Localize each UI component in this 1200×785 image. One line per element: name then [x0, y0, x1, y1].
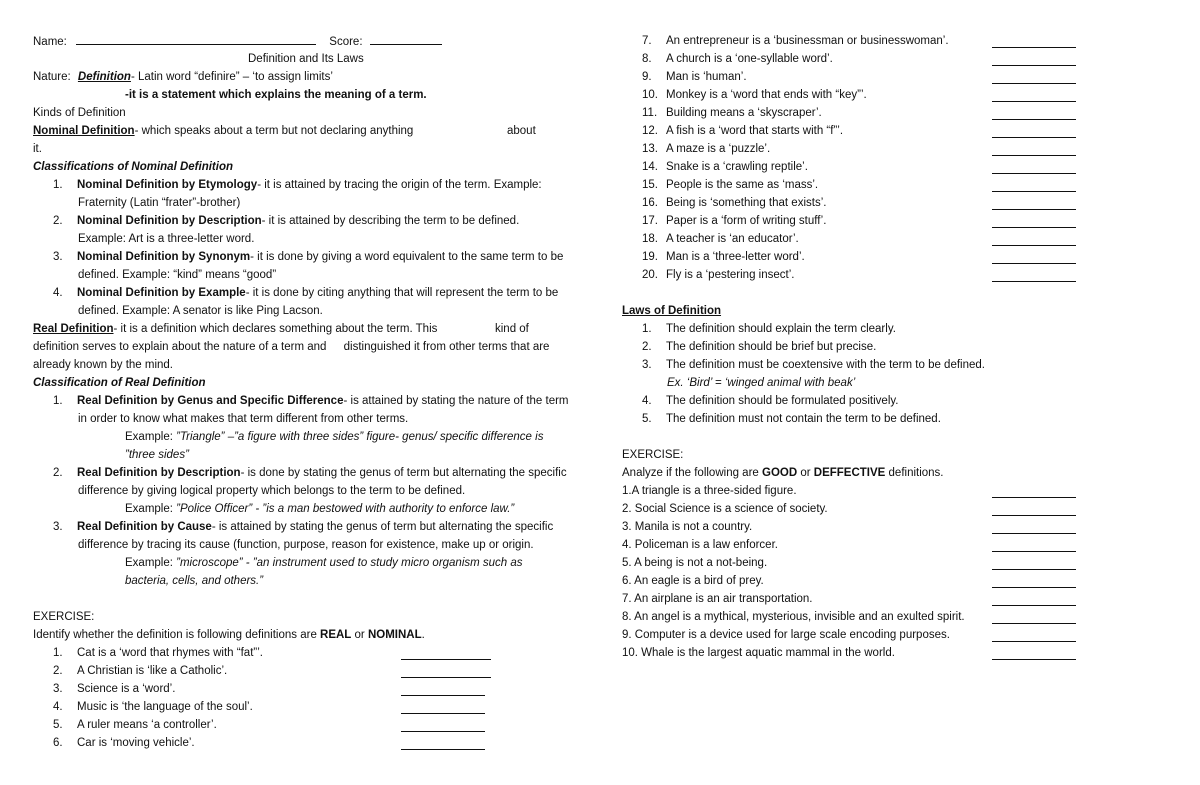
right-column — [622, 32, 1082, 662]
list-item: 5. A ruler means ‘a controller’. — [33, 716, 581, 734]
answer-blank[interactable] — [401, 701, 485, 714]
list-item: 1. Real Definition by Genus and Specific Difference- is attained by stating the nature of the term — [53, 395, 569, 407]
answer-blank[interactable] — [992, 539, 1076, 552]
list-item: 4. Music is ‘the language of the soul’. — [33, 698, 581, 716]
answer-blank[interactable] — [401, 683, 485, 696]
answer-blank[interactable] — [992, 125, 1076, 138]
list-item: 9. Computer is a device used for large scale encoding purposes. — [622, 626, 1082, 644]
list-item: 1. The definition should explain the term clearly. — [642, 323, 896, 335]
exercise2-title: EXERCISE: — [622, 449, 684, 461]
answer-blank[interactable] — [401, 665, 491, 678]
name-blank[interactable] — [76, 32, 316, 45]
list-item: 5. The definition must not contain the term to be defined. — [642, 413, 941, 425]
list-item: 6. An eagle is a bird of prey. — [622, 572, 1082, 590]
answer-blank[interactable] — [992, 269, 1076, 282]
kinds-heading: Kinds of Definition — [33, 107, 126, 119]
list-item: 7. An airplane is an air transportation. — [622, 590, 1082, 608]
laws-heading: Laws of Definition — [622, 305, 722, 317]
score-blank[interactable] — [370, 32, 442, 45]
name-label: Name: — [33, 36, 67, 48]
list-item: 1.A triangle is a three-sided figure. — [622, 482, 1082, 500]
answer-blank[interactable] — [992, 215, 1076, 228]
exercise-title: EXERCISE: — [33, 611, 95, 623]
answer-blank[interactable] — [401, 737, 485, 750]
list-item: 10. Monkey is a ‘word that ends with “key”’. — [622, 86, 1082, 104]
list-item: 1. Nominal Definition by Etymology- it is attained by tracing the origin of the term. Example: — [53, 179, 542, 191]
list-item: 2. A Christian is ‘like a Catholic’. — [33, 662, 581, 680]
list-item: 6. Car is ‘moving vehicle’. — [33, 734, 581, 752]
answer-blank[interactable] — [401, 647, 491, 660]
class-real-heading: Classification of Real Definition — [33, 377, 206, 389]
answer-blank[interactable] — [992, 485, 1076, 498]
list-item: 8. A church is a ‘one-syllable word’. — [622, 50, 1082, 68]
list-item: 15. People is the same as ‘mass’. — [622, 176, 1082, 194]
real-list: 1. Real Definition by Genus and Specific Difference- is attained by stating the nature of the term in order to know what makes that term different from other terms. Example: ”Triangle” –”a figure with three sides” figure- genus/ specific difference is ”three sides” 2. Real Definition by Description- is done by stating the genus of term but alternating the specific difference by giving logical property which belongs to the term to be defined. Example: ”Police Officer” - ”is a man bestowed with authority to enforce law.” 3. Real Definition by Cause- is attained by stating the genus of term but alternating the specific difference by tracing its cause (function, purpose, reason for existence, make up or origin. Example: ”microscope” - ”an instrument used to study micro organism such as bacteria, cells, and others.” — [33, 392, 581, 590]
list-item: 2. Nominal Definition by Description- it is attained by describing the term to be defined. — [53, 215, 520, 227]
answer-blank[interactable] — [992, 647, 1076, 660]
left-column: Name: Score: Definition and Its Laws Nature: Definition- Latin word “definire” – ‘to assign limits’ -it is a statement which explains the meaning of a term. Kinds of Definition Nominal Definition- which speaks about a term but not declaring anything about it. Classifications of Nominal Definition 1. Nominal Definition by Etymology- it is attained by tracing the origin of the term. Example: Fraternity (Latin “frater”-brother) 2. Nominal Definition by Description- it is attained by describing the term to be defined. Example: Art is a three-letter word. 3. Nominal Definition by Synonym- it is done by giving a word equivalent to the same term to be defined. Example: “kind” means “good” 4. Nominal Definition by Example- it is done by citing anything that will represent the term to be defined. Example: A senator is like Ping Lacson. Real Definition- it is a definition which declares something about the term. This kind of definition serves to explain about the nature of a term and distinguished it from other terms that are already known by the mind. Classification of Real Definition 1. Real Definition by Genus and Specific Difference- is attained by stating the nature of the term in order to know what makes that term different from other terms. Example: ”Triangle” –”a figure with three sides” figure- genus/ specific difference is ”three sides” 2. Real Definition by Description- is done by stating the genus of term but alternating the specific difference by giving logical property which belongs to the term to be defined. Example: ”Police Officer” - ”is a man bestowed with authority to enforce law.” 3. Real Definition by Cause- is attained by stating the genus of term but alternating the specific difference by tracing its cause (function, purpose, reason for existence, make up or origin. Example: ”microscope” - ”an instrument used to study micro organism such as bacteria, cells, and others.” EXERCISE: Identify whether the definition is following definitions are REAL or NOMINAL. 1. Cat is a ‘word that rhymes with “fat”’. 2. A Christian is ‘like a Catholic’. 3. Science is a ‘word’. 4. Music is ‘the language of the soul’. 5. A ruler means ‘a controller’. 6. Car is ‘moving vehicle’. — [33, 32, 581, 752]
class-nominal-heading: Classifications of Nominal Definition — [33, 161, 233, 173]
answer-blank[interactable] — [992, 611, 1076, 624]
list-item: 17. Paper is a ‘form of writing stuff’. — [622, 212, 1082, 230]
list-item: 4. Nominal Definition by Example- it is done by citing anything that will represent the term to be — [53, 287, 559, 299]
list-item: 4. Policeman is a law enforcer. — [622, 536, 1082, 554]
answer-blank[interactable] — [992, 251, 1076, 264]
laws-list — [622, 320, 1082, 428]
list-item: 11. Building means a ‘skyscraper’. — [622, 104, 1082, 122]
list-item: 20. Fly is a ‘pestering insect’. — [622, 266, 1082, 284]
law-example: Ex. ‘Bird’ = ‘winged animal with beak’ — [667, 377, 856, 389]
list-item: 4. The definition should be formulated positively. — [642, 395, 899, 407]
exercise-list-2 — [622, 482, 1082, 662]
list-item: 3. Real Definition by Cause- is attained by stating the genus of term but alternating the specific — [53, 521, 554, 533]
list-item: 2. Social Science is a science of society. — [622, 500, 1082, 518]
list-item: 10. Whale is the largest aquatic mammal in the world. — [622, 644, 1082, 662]
answer-blank[interactable] — [992, 503, 1076, 516]
list-item: 14. Snake is a ‘crawling reptile’. — [622, 158, 1082, 176]
exercise-list-1-continued — [622, 32, 1082, 284]
answer-blank[interactable] — [992, 107, 1076, 120]
exercise2-instructions: Analyze if the following are GOOD or DEFFECTIVE definitions. — [622, 467, 944, 479]
answer-blank[interactable] — [992, 521, 1076, 534]
answer-blank[interactable] — [992, 593, 1076, 606]
answer-blank[interactable] — [992, 161, 1076, 174]
list-item: 16. Being is ‘something that exists’. — [622, 194, 1082, 212]
list-item: 8. An angel is a mythical, mysterious, invisible and an exulted spirit. — [622, 608, 1082, 626]
nature-line-2: -it is a statement which explains the meaning of a term. — [125, 89, 427, 101]
exercise-instructions: Identify whether the definition is following definitions are REAL or NOMINAL. — [33, 629, 425, 641]
nominal-list: 1. Nominal Definition by Etymology- it is attained by tracing the origin of the term. Example: Fraternity (Latin “frater”-brother) 2. Nominal Definition by Description- it is attained by describing the term to be defined. Example: Art is a three-letter word. 3. Nominal Definition by Synonym- it is done by giving a word equivalent to the same term to be defined. Example: “kind” means “good” 4. Nominal Definition by Example- it is done by citing anything that will represent the term to be defined. Example: A senator is like Ping Lacson. — [33, 176, 581, 320]
list-item: 3. Nominal Definition by Synonym- it is done by giving a word equivalent to the same term to be — [53, 251, 564, 263]
answer-blank[interactable] — [992, 71, 1076, 84]
answer-blank[interactable] — [992, 233, 1076, 246]
answer-blank[interactable] — [992, 53, 1076, 66]
page-title: Definition and Its Laws — [248, 53, 364, 65]
real-definition-line: Real Definition- it is a definition which declares something about the term. This kind of — [33, 323, 529, 335]
answer-blank[interactable] — [992, 557, 1076, 570]
answer-blank[interactable] — [992, 629, 1076, 642]
answer-blank[interactable] — [401, 719, 485, 732]
list-item: 18. A teacher is ‘an educator’. — [622, 230, 1082, 248]
list-item: 12. A fish is a ‘word that starts with “f”’. — [622, 122, 1082, 140]
exercise-list-1 — [33, 644, 581, 752]
list-item: 3. Manila is not a country. — [622, 518, 1082, 536]
nature-line: Nature: Definition- Latin word “definire” – ‘to assign limits’ — [33, 71, 333, 83]
answer-blank[interactable] — [992, 89, 1076, 102]
list-item: 3. Science is a ‘word’. — [33, 680, 581, 698]
definition-term: Definition — [77, 71, 131, 83]
answer-blank[interactable] — [992, 575, 1076, 588]
answer-blank[interactable] — [992, 179, 1076, 192]
list-item: 1. Cat is a ‘word that rhymes with “fat”’. — [33, 644, 581, 662]
score-label: Score: — [329, 36, 363, 48]
list-item: 13. A maze is a ‘puzzle’. — [622, 140, 1082, 158]
list-item: 7. An entrepreneur is a ‘businessman or businesswoman’. — [622, 32, 1082, 50]
list-item: 2. Real Definition by Description- is done by stating the genus of term but alternating the specific — [53, 467, 567, 479]
list-item: 19. Man is a ‘three-letter word’. — [622, 248, 1082, 266]
list-item: 2. The definition should be brief but precise. — [642, 341, 877, 353]
answer-blank[interactable] — [992, 197, 1076, 210]
name-score-line — [33, 32, 581, 50]
list-item: 3. The definition must be coextensive with the term to be defined. — [642, 359, 985, 371]
nominal-definition-line: Nominal Definition- which speaks about a term but not declaring anything about — [33, 125, 536, 137]
answer-blank[interactable] — [992, 35, 1076, 48]
list-item: 5. A being is not a not-being. — [622, 554, 1082, 572]
answer-blank[interactable] — [992, 143, 1076, 156]
list-item: 9. Man is ‘human’. — [622, 68, 1082, 86]
